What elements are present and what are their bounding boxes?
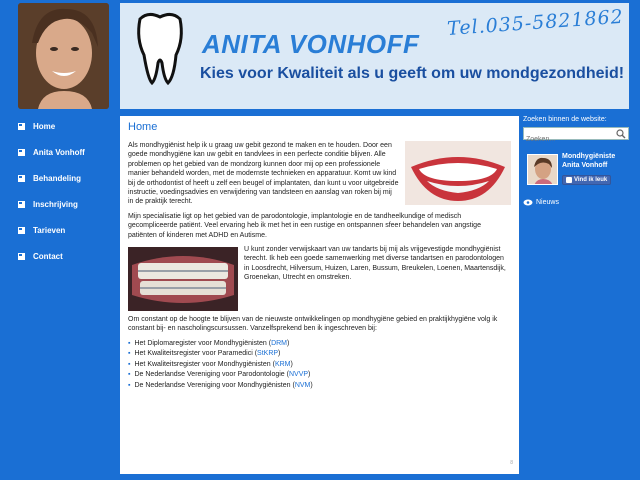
intro-paragraph: Als mondhygiënist help ik u graag uw gebit gezond te maken en te houden. Door een goede mondhygiëne kan uw gebit en tandvlees in een perfecte conditie blijven. Alle problemen op het gebied van de mondzorg kunnen door mij op een professionele manier behandeld worden, met de modernste technieken en apparatuur. Komt uw kind bij de orthodontist of heeft u zelf een beugel of implantaten, dan kunt u voor uitgebreide instructie, voedingsadvies en verwijdering van tandsteen en aanslag van roken bij mij in de praktijk terecht. [128, 142, 399, 206]
nav-item-tarieven[interactable] [18, 220, 114, 241]
facebook-profile-thumb[interactable] [527, 154, 558, 185]
like-button[interactable] [562, 175, 611, 185]
nav-item-home[interactable] [18, 116, 114, 137]
slogan: Kies voor Kwaliteit als u geeft om uw mondgezondheid! [200, 65, 625, 82]
nav-item-anita-vonhoff[interactable] [18, 142, 114, 163]
specialisation-paragraph: Mijn specialisatie ligt op het gebied van de parodontologie, implantologie en de tandheelkundige of medisch gecompliceerde patiënt. Veel ervaring heb ik met het in een rustige en ontspannen sfeer behandelen van angstige patiënten of kinderen met ADHD en Autisme. [128, 212, 481, 239]
register-list [128, 339, 511, 390]
register-link[interactable]: NVM [294, 381, 311, 389]
list-item: ▪ Het Diplomaregister voor Mondhygiënisten (DRM) [128, 339, 511, 348]
referral-paragraph: U kunt zonder verwijskaart van uw tandarts bij mij als vrijgevestigde mondhygiënist terecht. Ik heb een goede samenwerking met diverse tandartsen en parodontologen in Loosdrecht, Hilversum, Huizen, Laren, Bussum, Breukelen, Loenen, Maartensdijk, Groenekan, Utrecht en omstreken. [244, 246, 506, 282]
education-paragraph: Om constant op de hoogte te blijven van de nieuwste ontwikkelingen op mondhygiëne gebied en praktijkhygiëne volg ik constant bij- en nascholingscursussen. Vanzelfsprekend ben ik ingeschreven bij: [128, 316, 498, 333]
page-icon [18, 175, 25, 182]
phone-number: Tel.035-5821862 [446, 5, 625, 40]
tooth-logo-icon [132, 9, 188, 87]
page-icon [18, 149, 25, 156]
page-icon [18, 227, 25, 234]
nav-item-label: Inschrijving [33, 200, 78, 209]
nav-item-label: Behandeling [33, 174, 82, 183]
like-label: Vind ik leuk [574, 177, 608, 183]
nav-item-label: Home [33, 122, 56, 131]
register-link[interactable]: NVVP [288, 371, 309, 379]
list-item: ▪ Het Kwaliteitsregister voor Paramedici (StKRP) [128, 349, 511, 358]
header-banner [120, 3, 629, 109]
nav-item-behandeling[interactable] [18, 168, 114, 189]
main-nav [18, 116, 114, 272]
facebook-icon [566, 177, 572, 183]
smile-photo [405, 141, 511, 205]
page-icon [18, 123, 25, 130]
nav-item-label: Tarieven [33, 226, 66, 235]
list-item: ▪ De Nederlandse Vereniging voor Parodontologie (NVVP) [128, 370, 511, 379]
brand-name: ANITA VONHOFF [202, 29, 420, 59]
search-label: Zoeken binnen de website: [523, 116, 607, 123]
main-content [120, 116, 519, 474]
sidebar [523, 116, 631, 206]
page-icon [18, 253, 25, 260]
register-link[interactable]: StKRP [257, 350, 279, 358]
page-number: 8 [510, 459, 513, 466]
news-label: Nieuws [536, 199, 559, 206]
page-icon [18, 201, 25, 208]
nav-item-inschrijving[interactable] [18, 194, 114, 215]
profile-photo [18, 3, 109, 109]
search-icon[interactable] [616, 129, 626, 139]
register-link[interactable]: DRM [271, 339, 288, 347]
list-item: ▪ De Nederlandse Vereniging voor Mondhygiënisten (NVM) [128, 381, 511, 390]
search-box [523, 127, 629, 140]
nav-item-label: Contact [33, 252, 63, 261]
nav-item-label: Anita Vonhoff [33, 148, 85, 157]
braces-photo [128, 247, 238, 311]
facebook-page-name[interactable]: Mondhygiëniste Anita Vonhoff [562, 153, 616, 169]
page-title: Home [128, 121, 158, 133]
facebook-widget [523, 152, 631, 188]
search-input[interactable] [524, 134, 628, 145]
rss-feed-icon [523, 199, 533, 206]
news-link[interactable] [523, 199, 631, 206]
list-item: ▪ Het Kwaliteitsregister voor Mondhygiënisten (KRM) [128, 360, 511, 369]
nav-item-contact[interactable] [18, 246, 114, 267]
register-link[interactable]: KRM [274, 360, 291, 368]
